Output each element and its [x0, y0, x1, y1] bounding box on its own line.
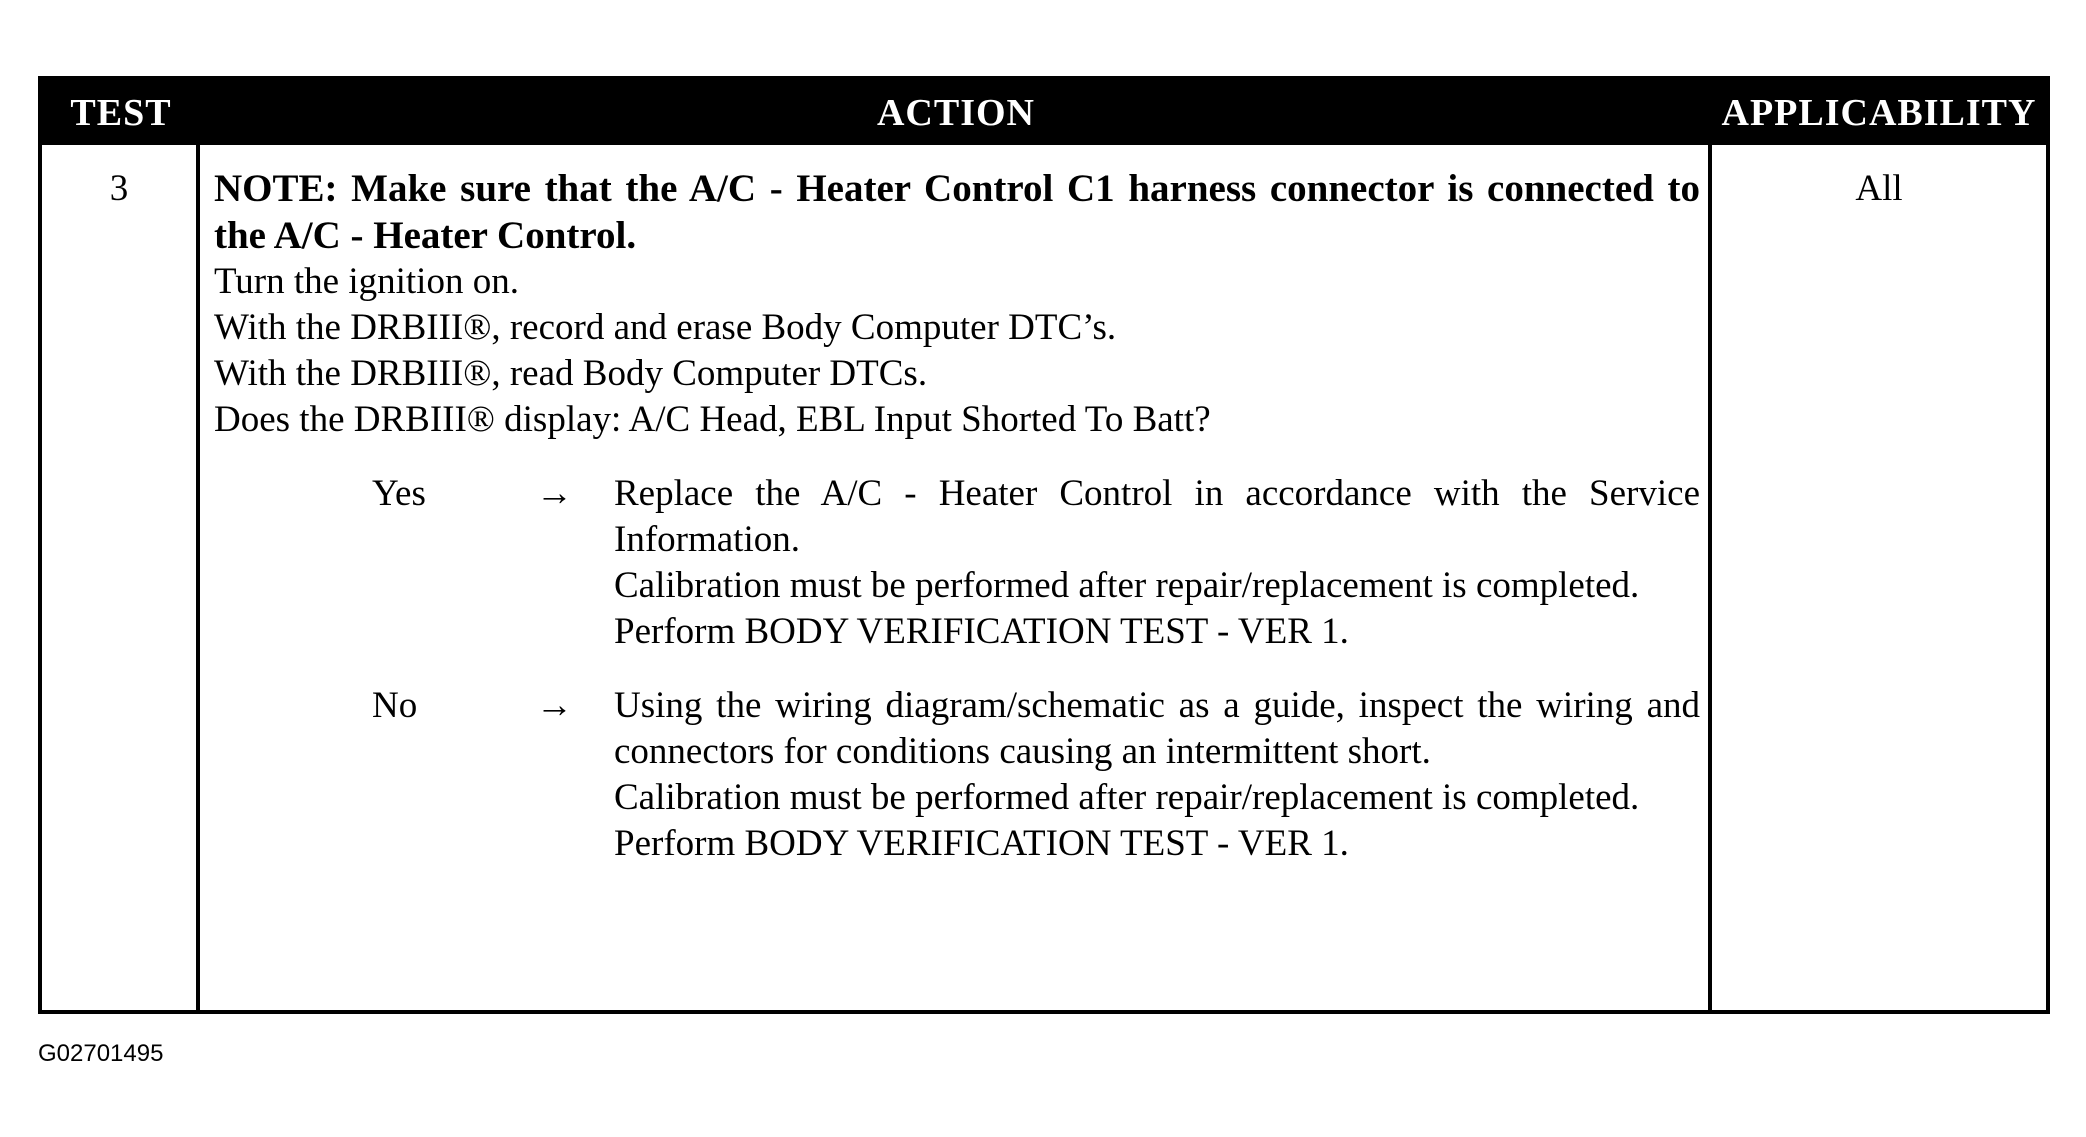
applicability-value: All: [1855, 168, 1903, 209]
figure-id: G02701495: [38, 1040, 164, 1067]
step-line: Does the DRBIII® display: A/C Head, EBL Input Shorted To Batt?: [214, 399, 1211, 440]
result-no: [214, 683, 1700, 867]
right-arrow-icon: →: [536, 473, 573, 514]
right-arrow-icon: →: [536, 685, 573, 726]
step-line: With the DRBIII®, read Body Computer DTCs.: [214, 353, 928, 394]
result-line: Calibration must be performed after repair/replacement is completed.: [614, 565, 1640, 606]
result-line: Perform BODY VERIFICATION TEST - VER 1.: [614, 823, 1349, 864]
table-header-row: [42, 80, 2046, 145]
action-cell: [200, 145, 1712, 1010]
result-label: Yes: [372, 473, 426, 514]
test-number: 3: [42, 145, 200, 1010]
result-line: Perform BODY VERIFICATION TEST - VER 1.: [614, 611, 1349, 652]
table-row: [42, 145, 2046, 1010]
header-applicability: APPLICABILITY: [1721, 91, 2037, 134]
result-line: Using the wiring diagram/schematic as a guide, inspect the wiring and connectors for conditions causing an intermittent short.: [614, 685, 1700, 772]
diagnostic-table: [38, 76, 2050, 1014]
header-test: TEST: [70, 91, 172, 134]
header-action: ACTION: [876, 91, 1036, 134]
result-text: [614, 471, 1700, 655]
step-line: Turn the ignition on.: [214, 261, 519, 302]
result-yes: [214, 471, 1700, 655]
result-line: Replace the A/C - Heater Control in accordance with the Service Information.: [614, 473, 1700, 560]
step-line: With the DRBIII®, record and erase Body Computer DTC’s.: [214, 307, 1117, 348]
result-line: Calibration must be performed after repair/replacement is completed.: [614, 777, 1640, 818]
note-text: NOTE: Make sure that the A/C - Heater Control C1 harness connector is connected to the A/C - Heater Control.: [214, 167, 1700, 257]
result-text: [614, 683, 1700, 867]
result-label: No: [372, 685, 418, 726]
